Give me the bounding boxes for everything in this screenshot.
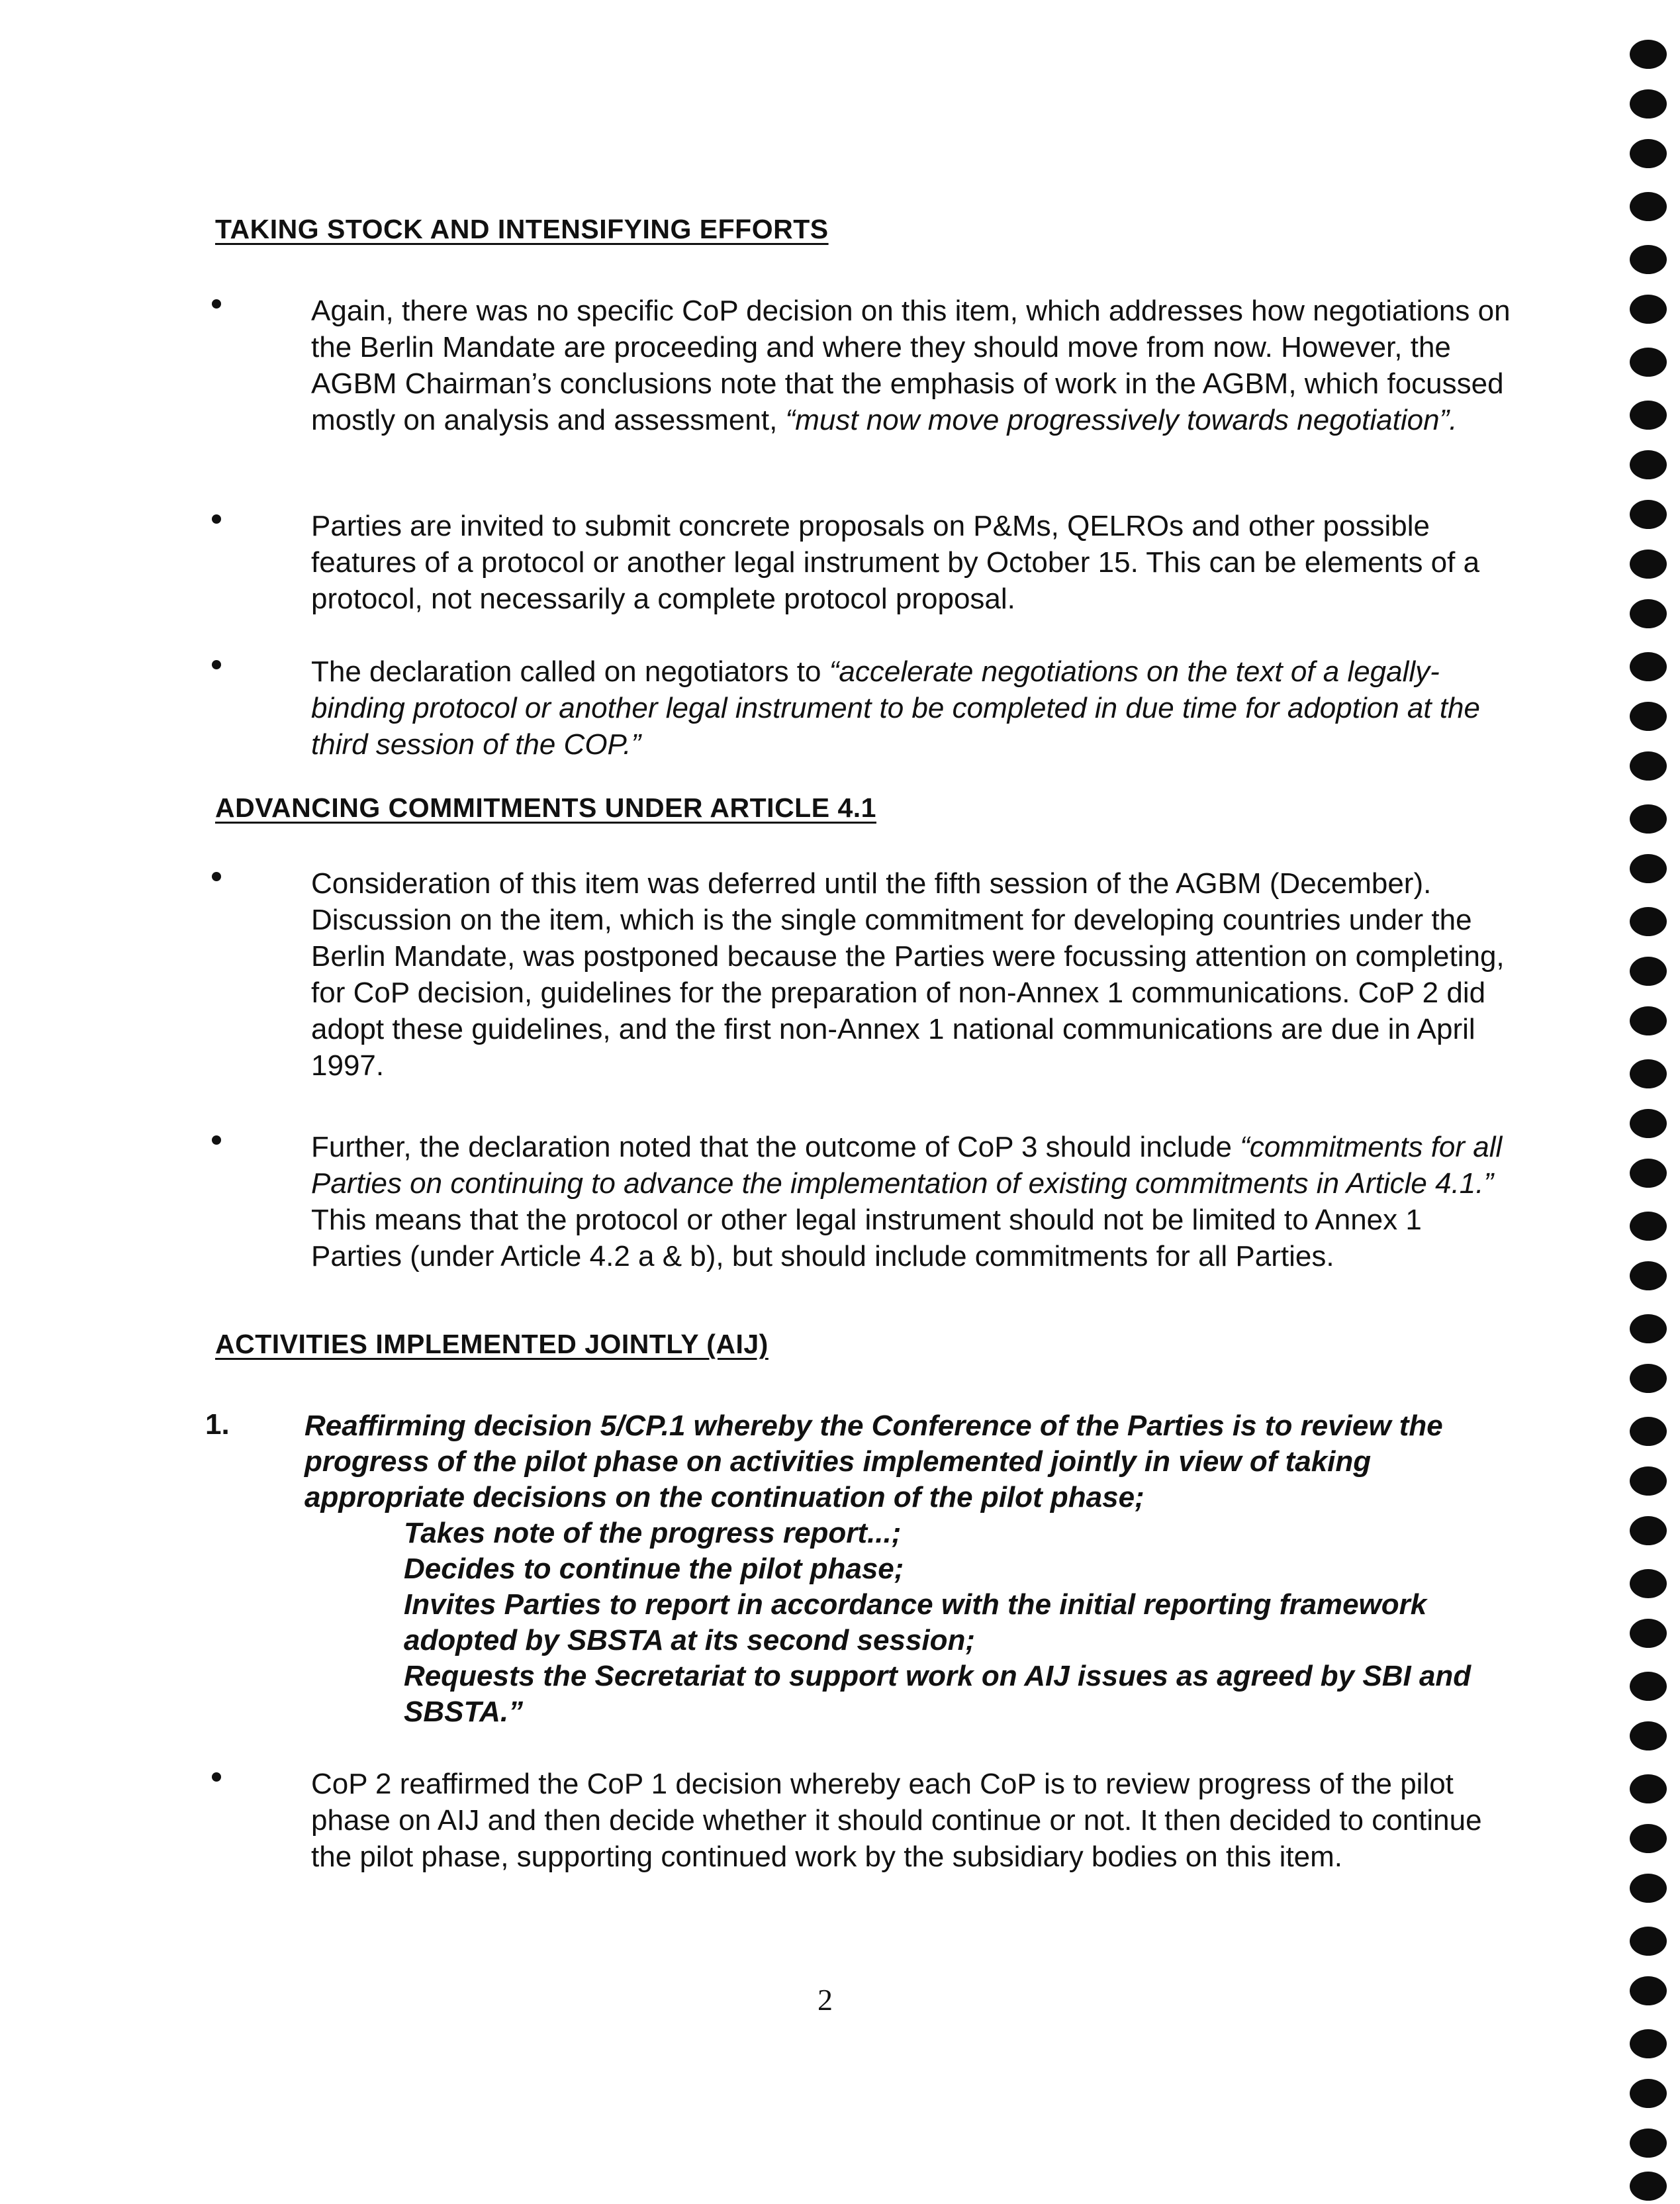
binder-hole-icon [1630, 1569, 1667, 1598]
list-item [199, 653, 1516, 763]
binder-hole-icon [1630, 2129, 1667, 2158]
binder-hole-icon [1630, 1314, 1667, 1343]
binder-hole-icon [1630, 401, 1667, 430]
binder-hole-icon [1630, 2029, 1667, 2058]
quote-item: Takes note of the progress report...; [404, 1517, 902, 1549]
paragraph: Further, the declaration noted that the outcome of CoP 3 should include “commitments for all Parties on continuing to advance the implementation of existing commitments in Article 4.1.” This means that the protocol or other legal instrument should not be limited to Annex 1 Parties (under Article 4.2 a & b), but should include commitments for all Parties. [311, 1131, 1503, 1272]
binder-hole-icon [1630, 2172, 1667, 2201]
binder-hole-icon [1630, 1059, 1667, 1088]
binder-hole-icon [1630, 550, 1667, 579]
bullet-icon [212, 299, 221, 309]
paragraph: The declaration called on negotiators to “accelerate negotiations on the text of a legally-binding protocol or another legal instrument to be completed in due time for adoption at the third session of the COP.” [311, 655, 1480, 761]
quote-item: Invites Parties to report in accordance with the initial reporting framework adopted by SBSTA at its second session; [404, 1588, 1427, 1656]
section-heading-aij: ACTIVITIES IMPLEMENTED JOINTLY (AIJ) [215, 1329, 769, 1359]
binder-hole-icon [1630, 1364, 1667, 1393]
quote-number: 1. [205, 1408, 230, 1441]
binder-hole-icon [1630, 907, 1667, 936]
binder-hole-icon [1630, 348, 1667, 377]
binder-hole-icon [1630, 1619, 1667, 1648]
decision-quote [199, 1408, 1516, 1730]
binder-hole-icon [1630, 702, 1667, 731]
paragraph: CoP 2 reaffirmed the CoP 1 decision whereby each CoP is to review progress of the pilot phase on AIJ and then decide whether it should continue or not. It then decided to continue the pilot phase, supporting continued work by the subsidiary bodies on this item. [311, 1768, 1482, 1873]
binder-hole-icon [1630, 1516, 1667, 1545]
section-heading-taking-stock: TAKING STOCK AND INTENSIFYING EFFORTS [215, 214, 829, 244]
binder-hole-icon [1630, 500, 1667, 529]
binder-hole-icon [1630, 854, 1667, 883]
paragraph: Parties are invited to submit concrete proposals on P&Ms, QELROs and other possible features of a protocol or another legal instrument by October 15. This can be elements of a protocol, not necessarily a complete protocol proposal. [311, 510, 1480, 615]
section-heading-advancing-commitments: ADVANCING COMMITMENTS UNDER ARTICLE 4.1 [215, 792, 876, 823]
paragraph: Again, there was no specific CoP decision on this item, which addresses how negotiations on the Berlin Mandate are proceeding and where they should move from now. However, the AGBM Chairman’s conclusions note that the emphasis of work in the AGBM, which focussed mostly on analysis and assessment, “must now move progressively towards negotiation”. [311, 295, 1511, 436]
binder-hole-icon [1630, 1212, 1667, 1241]
binder-hole-icon [1630, 1824, 1667, 1853]
binder-hole-icon [1630, 1159, 1667, 1188]
binder-hole-icon [1630, 89, 1667, 119]
bullet-icon [212, 872, 221, 881]
binder-hole-icon [1630, 751, 1667, 781]
binder-hole-icon [1630, 1006, 1667, 1035]
binder-hole-icon [1630, 957, 1667, 986]
list-item [199, 1766, 1516, 1875]
binder-hole-icon [1630, 1721, 1667, 1750]
binder-hole-icon [1630, 1466, 1667, 1496]
list-item [199, 508, 1516, 617]
binder-hole-icon [1630, 804, 1667, 834]
binder-hole-icon [1630, 1874, 1667, 1903]
binder-hole-icon [1630, 1417, 1667, 1446]
binder-hole-icon [1630, 295, 1667, 324]
list-item [199, 1129, 1516, 1274]
binder-hole-icon [1630, 1672, 1667, 1701]
list-item [199, 865, 1516, 1084]
binder-hole-icon [1630, 139, 1667, 168]
page-number: 2 [817, 1983, 833, 2017]
quote-item: Decides to continue the pilot phase; [404, 1553, 904, 1585]
binder-hole-icon [1630, 2079, 1667, 2108]
bullet-icon [212, 1772, 221, 1782]
binder-hole-icon [1630, 1109, 1667, 1138]
bullet-icon [212, 660, 221, 669]
binder-hole-icon [1630, 1927, 1667, 1956]
quote-item: Requests the Secretariat to support work on AIJ issues as agreed by SBI and SBSTA.” [404, 1660, 1471, 1728]
binder-hole-icon [1630, 245, 1667, 274]
binder-hole-icon [1630, 192, 1667, 221]
bullet-icon [212, 1135, 221, 1145]
quote-intro: Reaffirming decision 5/CP.1 whereby the Conference of the Parties is to review the progress of the pilot phase on activities implemented jointly in view of taking appropriate decisions on the continuation of the pilot phase; [304, 1410, 1443, 1513]
binder-hole-icon [1630, 599, 1667, 628]
binder-hole-icon [1630, 652, 1667, 681]
binder-hole-icon [1630, 40, 1667, 69]
list-item [199, 293, 1516, 438]
paragraph: Consideration of this item was deferred until the fifth session of the AGBM (December). Discussion on the item, which is the single commitment for developing countries under the Berlin Mandate, was postponed because the Parties were focussing attention on completing, for CoP decision, guidelines for the preparation of non-Annex 1 communications. CoP 2 did adopt these guidelines, and the first non-Annex 1 national communications are due in April 1997. [311, 867, 1505, 1082]
binder-hole-icon [1630, 450, 1667, 479]
bullet-icon [212, 514, 221, 524]
binder-hole-icon [1630, 1976, 1667, 2005]
quote-body [304, 1408, 1516, 1730]
binder-hole-icon [1630, 1261, 1667, 1290]
binder-hole-icon [1630, 1774, 1667, 1803]
